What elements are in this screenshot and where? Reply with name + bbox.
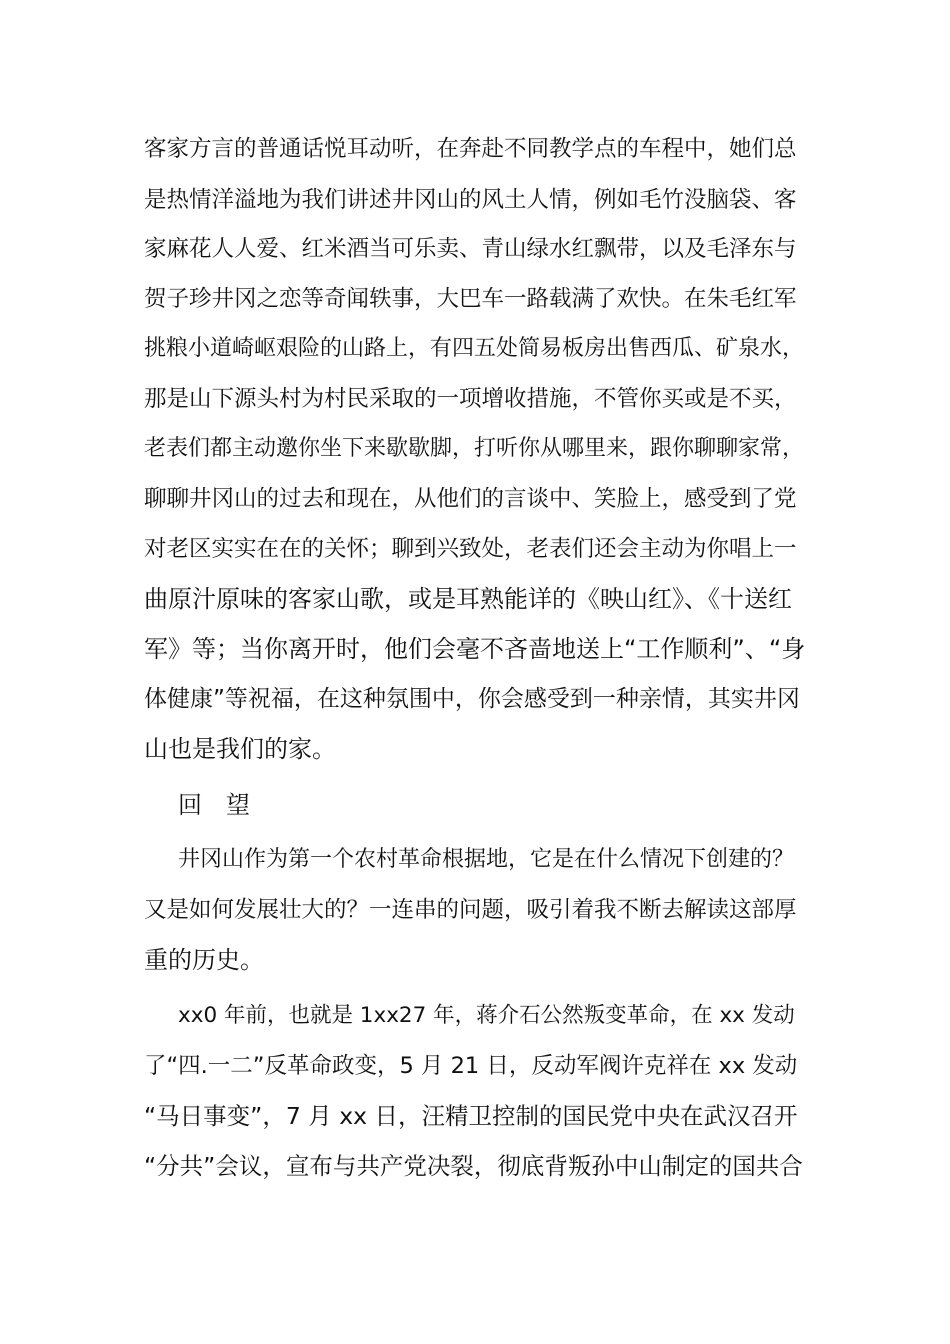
text-line: 老表们都主动邀你坐下来歇歇脚，打听你从哪里来，跟你聊聊家常， [144, 436, 805, 461]
text-line: 贺子珍井冈之恋等奇闻轶事，大巴车一路载满了欢快。在朱毛红军 [144, 286, 797, 312]
text-line: 重的历史。 [144, 946, 264, 974]
text-line: 挑粮小道崎岖艰险的山路上，有四五处简易板房出售西瓜、矿泉水， [144, 336, 805, 361]
section-heading: 回 望 [178, 791, 250, 819]
text-line: 山也是我们的家。 [144, 735, 336, 763]
text-line: “分共”会议，宣布与共产党决裂，彻底背叛孙中山制定的国共合 [144, 1152, 803, 1180]
text-line: 井冈山作为第一个农村革命根据地，它是在什么情况下创建的？ [178, 847, 795, 872]
text-line: 曲原汁原味的客家山歌，或是耳熟能详的《映山红》、《十送红 [144, 585, 792, 613]
text-line: “马日事变”，7 月 xx 日，汪精卫控制的国民党中央在武汉召开 [144, 1102, 798, 1130]
text-line: 家麻花人人爱、红米酒当可乐卖、青山绿水红飘带，以及毛泽东与 [144, 236, 797, 262]
text-line: 那是山下源头村为村民采取的一项增收措施，不管你买或是不买， [144, 386, 797, 412]
text-line: 体健康”等祝福，在这种氛围中，你会感受到一种亲情，其实井冈 [144, 686, 800, 712]
text-line: xx0 年前，也就是 1xx27 年，蒋介石公然叛变革命，在 xx 发动 [178, 1003, 795, 1028]
text-line: 客家方言的普通话悦耳动听，在奔赴不同教学点的车程中，她们总 [144, 136, 797, 162]
text-line: 又是如何发展壮大的？一连串的问题，吸引着我不断去解读这部厚 [144, 897, 797, 923]
text-line: 聊聊井冈山的过去和现在，从他们的言谈中、笑脸上，感受到了党 [144, 486, 797, 512]
text-line: 军》等；当你离开时，他们会毫不吝啬地送上“工作顺利”、“身 [144, 635, 806, 663]
text-line: 了“四.一二”反革命政变，5 月 21 日，反动军阀许克祥在 xx 发动 [144, 1053, 798, 1079]
text-line: 是热情洋溢地为我们讲述井冈山的风土人情，例如毛竹没脑袋、客 [144, 187, 797, 213]
text-line: 对老区实实在在的关怀；聊到兴致处，老表们还会主动为你唱上一 [144, 536, 797, 562]
